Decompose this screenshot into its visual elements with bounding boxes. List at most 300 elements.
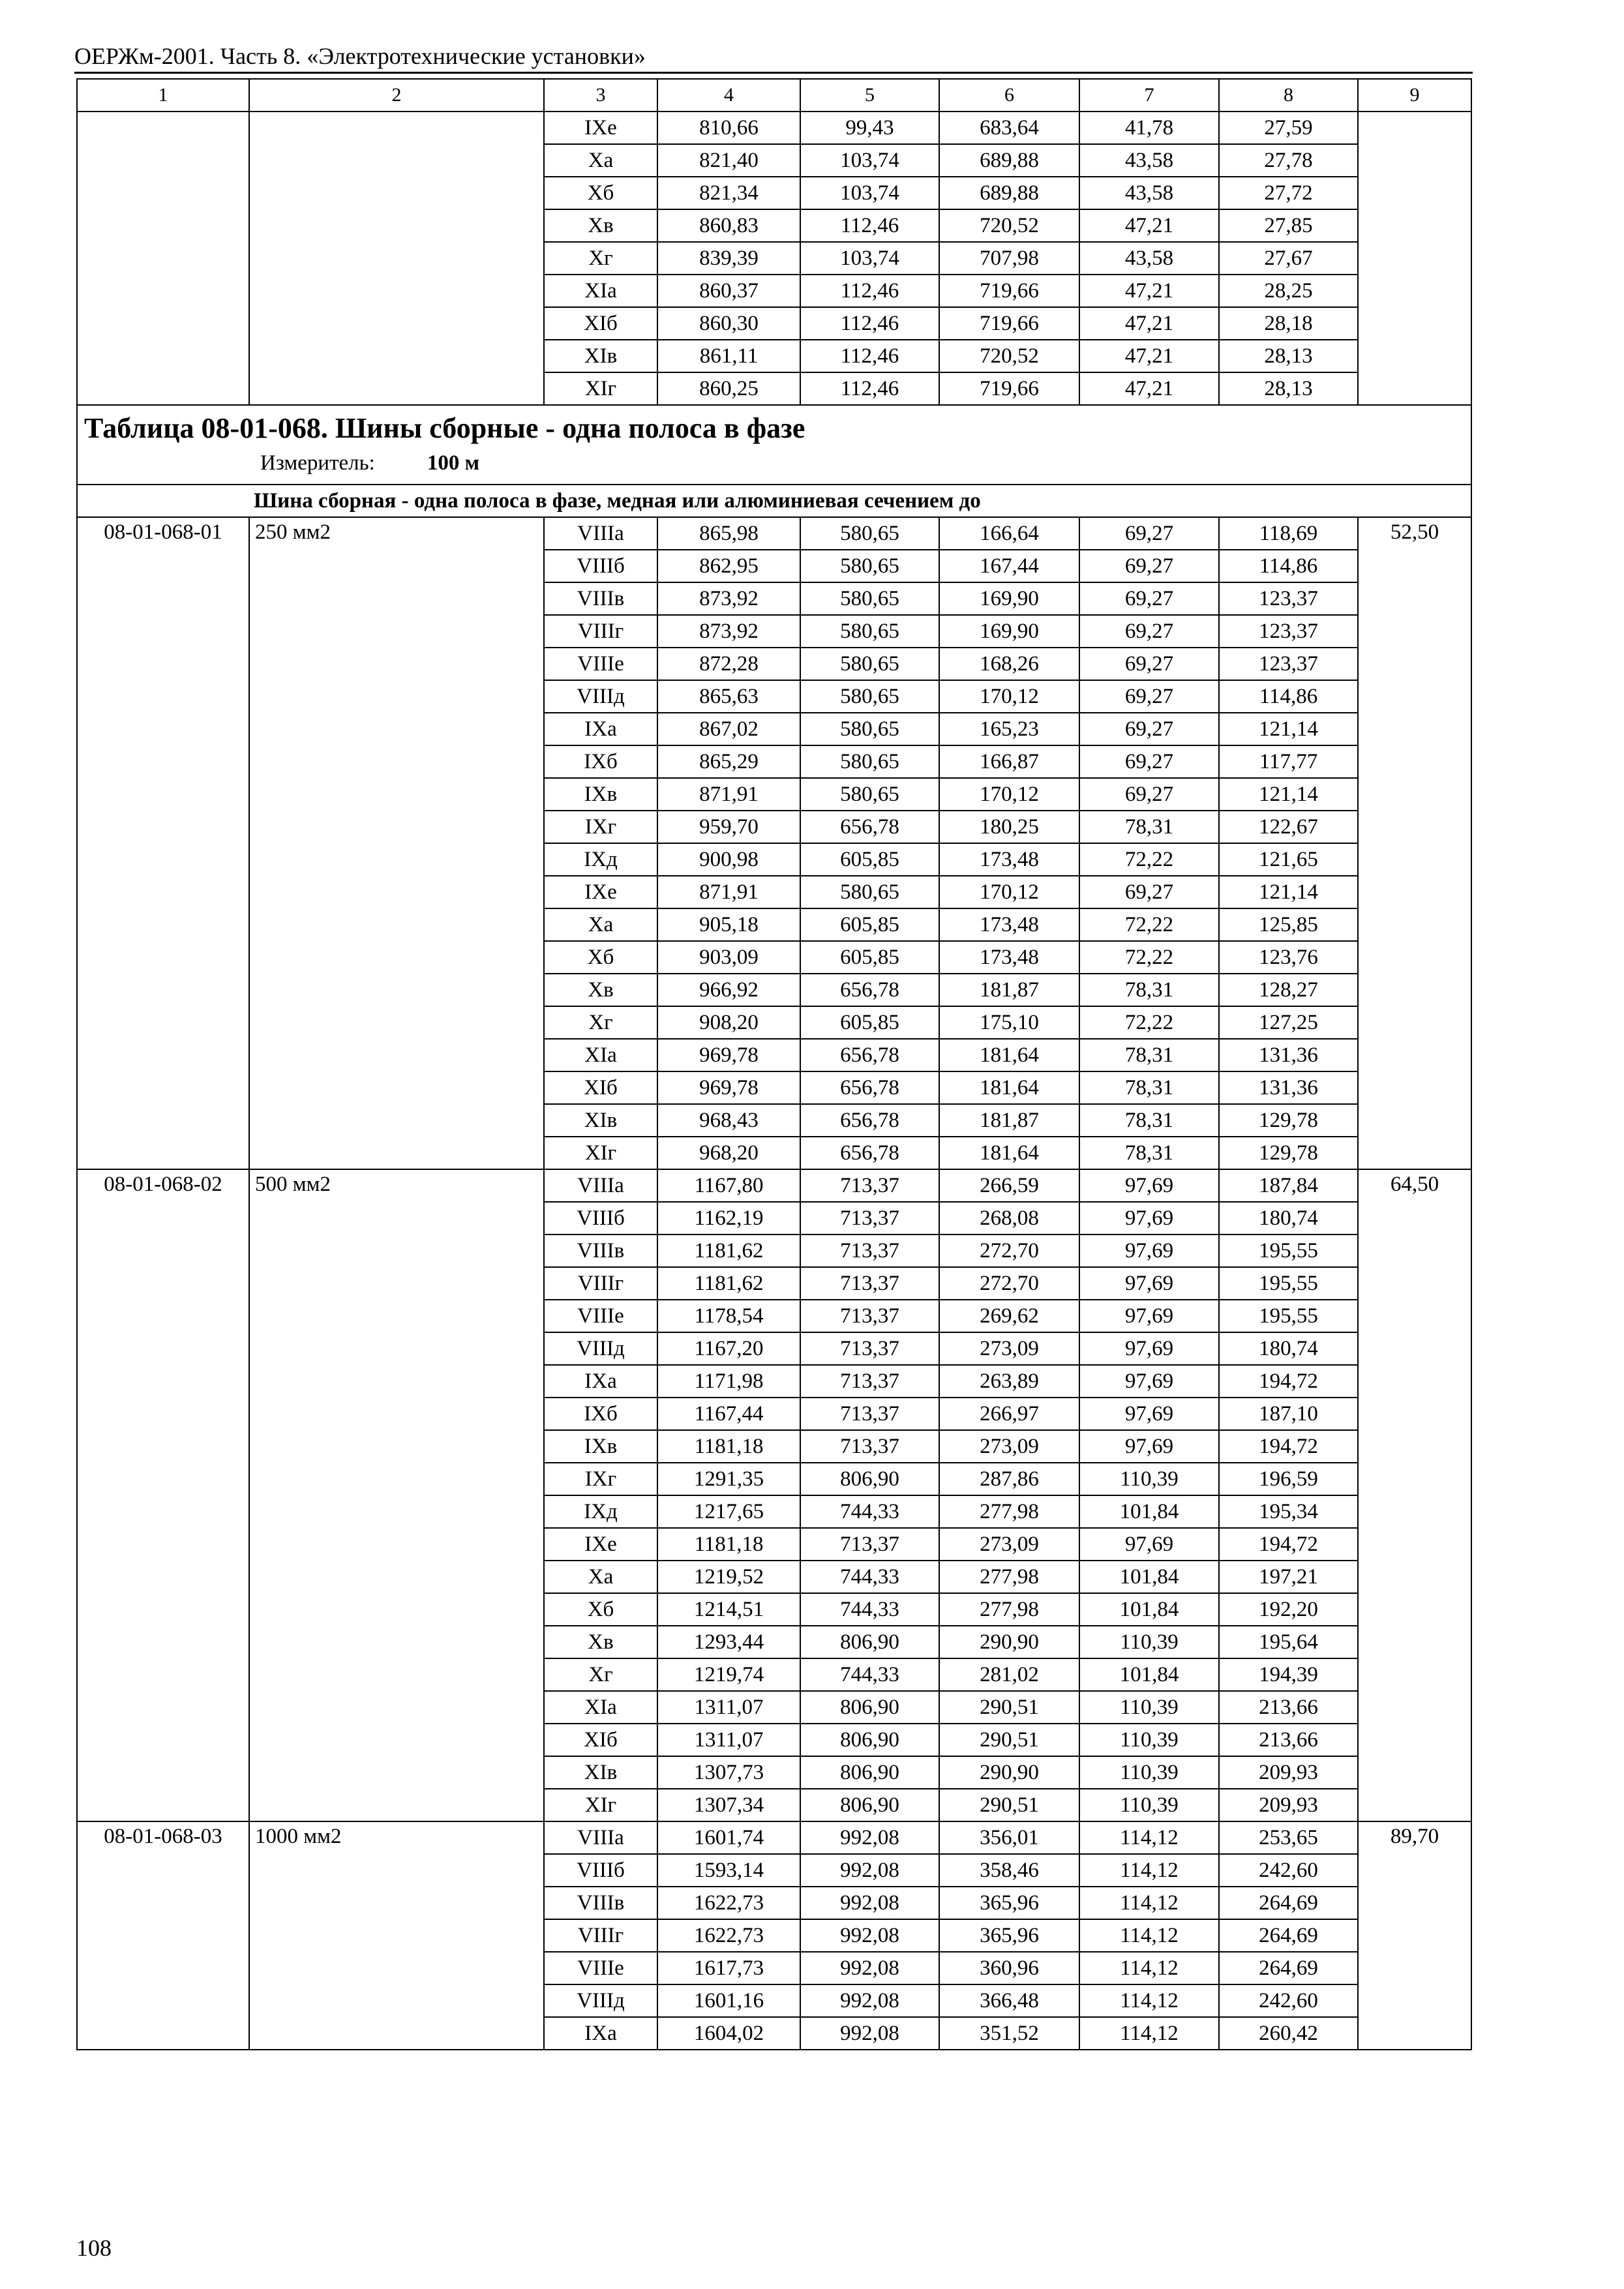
table-cell: 860,30: [657, 307, 800, 340]
table-cell: 266,59: [939, 1169, 1079, 1202]
table-cell: 114,12: [1079, 2017, 1219, 2050]
table-cell: IXа: [544, 713, 657, 745]
table-cell: 97,69: [1079, 1202, 1219, 1234]
table-cell: IXв: [544, 778, 657, 811]
table-cell: 180,74: [1219, 1332, 1358, 1365]
table-cell: 719,66: [939, 275, 1079, 307]
table-cell: 358,46: [939, 1854, 1079, 1887]
table-cell: 180,74: [1219, 1202, 1358, 1234]
document-header: [74, 40, 1473, 74]
table-cell: 1219,52: [657, 1561, 800, 1593]
table-cell: 72,22: [1079, 1006, 1219, 1039]
table-cell: VIIIв: [544, 582, 657, 615]
table-cell: 195,55: [1219, 1300, 1358, 1332]
table-cell: 194,72: [1219, 1528, 1358, 1561]
table-cell: 97,69: [1079, 1300, 1219, 1332]
table-cell: IXв: [544, 1430, 657, 1463]
table-cell: 806,90: [800, 1756, 939, 1789]
table-cell: 28,13: [1219, 340, 1358, 372]
table-cell: 114,12: [1079, 1952, 1219, 1984]
table-cell: 966,92: [657, 974, 800, 1006]
table-cell: 867,02: [657, 713, 800, 745]
table-cell: 900,98: [657, 843, 800, 876]
table-cell: 269,62: [939, 1300, 1079, 1332]
table-cell: VIIIа: [544, 1821, 657, 1854]
table-cell: 97,69: [1079, 1528, 1219, 1561]
table-cell: 580,65: [800, 517, 939, 550]
table-cell: 69,27: [1079, 550, 1219, 582]
table-cell: 181,64: [939, 1039, 1079, 1071]
table-cell: XIг: [544, 1137, 657, 1169]
table-cell: 744,33: [800, 1561, 939, 1593]
table-subtitle: Шина сборная - одна полоса в фазе, медная или алюминиевая сечением до: [77, 485, 1471, 517]
table-cell: 1291,35: [657, 1463, 800, 1495]
table-cell: 873,92: [657, 582, 800, 615]
table-cell: 656,78: [800, 1039, 939, 1071]
table-cell: 266,97: [939, 1398, 1079, 1430]
table-cell: 865,63: [657, 680, 800, 713]
table-cell: 69,27: [1079, 648, 1219, 680]
table-cell: 605,85: [800, 941, 939, 974]
table-cell: 103,74: [800, 177, 939, 209]
table-cell: 713,37: [800, 1332, 939, 1365]
table-cell: XIв: [544, 1756, 657, 1789]
table-cell: XIб: [544, 1071, 657, 1104]
table-cell: 580,65: [800, 713, 939, 745]
table-cell: 101,84: [1079, 1495, 1219, 1528]
table-cell: 1167,44: [657, 1398, 800, 1430]
table-cell: 195,64: [1219, 1626, 1358, 1658]
page-number: 108: [76, 2235, 112, 2261]
column-number: 7: [1079, 79, 1219, 112]
table-cell: 580,65: [800, 876, 939, 908]
table-cell: 273,09: [939, 1430, 1079, 1463]
table-cell: 112,46: [800, 340, 939, 372]
table-cell: 806,90: [800, 1463, 939, 1495]
table-cell: 175,10: [939, 1006, 1079, 1039]
table-cell: 290,51: [939, 1691, 1079, 1724]
table-cell: 821,34: [657, 177, 800, 209]
table-cell: 1311,07: [657, 1691, 800, 1724]
table-cell: 719,66: [939, 372, 1079, 405]
table-cell: 806,90: [800, 1724, 939, 1756]
table-cell: VIIIв: [544, 1234, 657, 1267]
table-cell: 873,92: [657, 615, 800, 648]
table-title-row: [77, 405, 1471, 485]
table-cell: 181,64: [939, 1137, 1079, 1169]
table-cell: 28,13: [1219, 372, 1358, 405]
table-cell: Xг: [544, 242, 657, 275]
table-cell: 272,70: [939, 1267, 1079, 1300]
table-cell: 78,31: [1079, 974, 1219, 1006]
table-cell: 865,98: [657, 517, 800, 550]
table-cell: 908,20: [657, 1006, 800, 1039]
table-cell: 117,77: [1219, 745, 1358, 778]
table-cell: 209,93: [1219, 1789, 1358, 1821]
table-cell: VIIIд: [544, 1332, 657, 1365]
table-cell: 719,66: [939, 307, 1079, 340]
table-cell: IXб: [544, 745, 657, 778]
table-cell: 41,78: [1079, 112, 1219, 144]
table-cell: XIв: [544, 1104, 657, 1137]
column-number: 1: [77, 79, 249, 112]
table-cell: 27,85: [1219, 209, 1358, 242]
table-row: [77, 517, 1471, 550]
table-cell: 72,22: [1079, 843, 1219, 876]
table-cell: 720,52: [939, 340, 1079, 372]
table-cell: 169,90: [939, 582, 1079, 615]
table-cell: 253,65: [1219, 1821, 1358, 1854]
table-cell: 580,65: [800, 648, 939, 680]
table-cell: VIIIа: [544, 1169, 657, 1202]
table-cell: 121,14: [1219, 713, 1358, 745]
table-cell: 213,66: [1219, 1724, 1358, 1756]
table-cell: 195,34: [1219, 1495, 1358, 1528]
table-cell: 806,90: [800, 1626, 939, 1658]
table-cell: 862,95: [657, 550, 800, 582]
table-cell: 181,87: [939, 974, 1079, 1006]
table-cell: 27,59: [1219, 112, 1358, 144]
table-cell: 713,37: [800, 1267, 939, 1300]
table-cell: 69,27: [1079, 713, 1219, 745]
table-cell: 1171,98: [657, 1365, 800, 1398]
table-cell: 170,12: [939, 778, 1079, 811]
table-row: [77, 112, 1471, 144]
table-cell: 123,76: [1219, 941, 1358, 974]
table-cell: Xа: [544, 908, 657, 941]
table-cell: 110,39: [1079, 1756, 1219, 1789]
table-cell: XIв: [544, 340, 657, 372]
table-cell: 166,64: [939, 517, 1079, 550]
table-cell: VIIIе: [544, 1952, 657, 1984]
table-cell: 47,21: [1079, 307, 1219, 340]
table-cell: 1219,74: [657, 1658, 800, 1691]
table-cell: XIа: [544, 1691, 657, 1724]
table-cell: 69,27: [1079, 680, 1219, 713]
table-cell: VIIIб: [544, 1854, 657, 1887]
table-cell: 656,78: [800, 811, 939, 843]
table-cell: 194,39: [1219, 1658, 1358, 1691]
table-cell: IXе: [544, 112, 657, 144]
rate-code: 08-01-068-03: [77, 1821, 249, 2050]
table-cell: 103,74: [800, 144, 939, 177]
table-cell: Xг: [544, 1658, 657, 1691]
table-cell: 360,96: [939, 1952, 1079, 1984]
table-cell: 656,78: [800, 1104, 939, 1137]
table-cell: 131,36: [1219, 1039, 1358, 1071]
table-cell: 656,78: [800, 974, 939, 1006]
table-cell: 131,36: [1219, 1071, 1358, 1104]
table-cell: 181,64: [939, 1071, 1079, 1104]
table-cell: Xа: [544, 1561, 657, 1593]
column-number: 3: [544, 79, 657, 112]
table-cell: 69,27: [1079, 876, 1219, 908]
table-cell: 47,21: [1079, 209, 1219, 242]
table-row: [77, 1821, 1471, 1854]
table-title-cell: [77, 405, 1471, 485]
table-cell: XIб: [544, 307, 657, 340]
table-cell: 187,10: [1219, 1398, 1358, 1430]
table-cell: 821,40: [657, 144, 800, 177]
table-cell: 264,69: [1219, 1887, 1358, 1919]
table-cell: 992,08: [800, 2017, 939, 2050]
table-cell: 860,83: [657, 209, 800, 242]
table-cell: 290,51: [939, 1724, 1079, 1756]
table-cell: 114,12: [1079, 1854, 1219, 1887]
table-cell: 101,84: [1079, 1593, 1219, 1626]
table-cell: 118,69: [1219, 517, 1358, 550]
name-cell-empty: [249, 112, 544, 405]
table-cell: XIг: [544, 372, 657, 405]
table-cell: 242,60: [1219, 1984, 1358, 2017]
table-cell: 103,74: [800, 242, 939, 275]
table-cell: VIIIг: [544, 1919, 657, 1952]
table-cell: 806,90: [800, 1691, 939, 1724]
table-cell: 992,08: [800, 1952, 939, 1984]
table-cell: 187,84: [1219, 1169, 1358, 1202]
table-cell: 713,37: [800, 1202, 939, 1234]
table-cell: 166,87: [939, 745, 1079, 778]
table-cell: 580,65: [800, 582, 939, 615]
table-cell: 170,12: [939, 876, 1079, 908]
table-cell: Xа: [544, 144, 657, 177]
code-cell-empty: [77, 112, 249, 405]
table-cell: 1622,73: [657, 1919, 800, 1952]
table-cell: 713,37: [800, 1300, 939, 1332]
table-cell: 1593,14: [657, 1854, 800, 1887]
table-cell: 1601,74: [657, 1821, 800, 1854]
table-cell: 744,33: [800, 1658, 939, 1691]
table-cell: 27,67: [1219, 242, 1358, 275]
table-cell: 242,60: [1219, 1854, 1358, 1887]
table-cell: VIIIе: [544, 648, 657, 680]
table-cell: 43,58: [1079, 177, 1219, 209]
table-cell: 871,91: [657, 778, 800, 811]
table-cell: 167,44: [939, 550, 1079, 582]
table-title: Таблица 08-01-068. Шины сборные - одна полоса в фазе: [84, 412, 805, 444]
table-cell: 112,46: [800, 209, 939, 242]
rate-code: 08-01-068-02: [77, 1169, 249, 1821]
table-cell: 264,69: [1219, 1952, 1358, 1984]
table-cell: 28,25: [1219, 275, 1358, 307]
table-cell: 112,46: [800, 307, 939, 340]
table-cell: 114,12: [1079, 1821, 1219, 1854]
table-cell: 110,39: [1079, 1463, 1219, 1495]
table-cell: 290,90: [939, 1626, 1079, 1658]
table-cell: 992,08: [800, 1887, 939, 1919]
table-cell: VIIIг: [544, 615, 657, 648]
table-cell: 713,37: [800, 1398, 939, 1430]
rate-name: 1000 мм2: [249, 1821, 544, 2050]
column-number-row: [77, 79, 1471, 112]
table-cell: 860,37: [657, 275, 800, 307]
table-cell: 173,48: [939, 941, 1079, 974]
unit-value: 100 м: [427, 451, 480, 475]
table-cell: 992,08: [800, 1984, 939, 2017]
table-cell: 968,43: [657, 1104, 800, 1137]
table-cell: 78,31: [1079, 811, 1219, 843]
table-cell: 173,48: [939, 908, 1079, 941]
table-cell: 114,12: [1079, 1919, 1219, 1952]
table-cell: 169,90: [939, 615, 1079, 648]
table-cell: 720,52: [939, 209, 1079, 242]
column-number: 5: [800, 79, 939, 112]
table-cell: VIIIв: [544, 1887, 657, 1919]
table-cell: 99,43: [800, 112, 939, 144]
table-cell: 865,29: [657, 745, 800, 778]
table-cell: 713,37: [800, 1234, 939, 1267]
rate-name: 250 мм2: [249, 517, 544, 1169]
table-cell: 110,39: [1079, 1724, 1219, 1756]
table-cell: 351,52: [939, 2017, 1079, 2050]
table-cell: 101,84: [1079, 1658, 1219, 1691]
table-cell: VIIIг: [544, 1267, 657, 1300]
table-cell: VIIIе: [544, 1300, 657, 1332]
table-cell: 123,37: [1219, 615, 1358, 648]
table-cell: 213,66: [1219, 1691, 1358, 1724]
table-cell: 839,39: [657, 242, 800, 275]
table-cell: IXа: [544, 1365, 657, 1398]
table-cell: 656,78: [800, 1137, 939, 1169]
table-cell: 905,18: [657, 908, 800, 941]
table-cell: 580,65: [800, 550, 939, 582]
table-cell: 959,70: [657, 811, 800, 843]
document-title: ОЕРЖм-2001. Часть 8. «Электротехнические установки»: [74, 43, 646, 69]
table-cell: Xб: [544, 177, 657, 209]
table-cell: 969,78: [657, 1071, 800, 1104]
table-cell: 97,69: [1079, 1234, 1219, 1267]
table-cell: 1181,18: [657, 1430, 800, 1463]
column-number: 6: [939, 79, 1079, 112]
table-cell: Xб: [544, 1593, 657, 1626]
table-cell: 195,55: [1219, 1267, 1358, 1300]
table-cell: 992,08: [800, 1821, 939, 1854]
table-cell: 605,85: [800, 843, 939, 876]
table-cell: 47,21: [1079, 275, 1219, 307]
table-cell: 47,21: [1079, 372, 1219, 405]
table-cell: 273,09: [939, 1528, 1079, 1561]
table-cell: 272,70: [939, 1234, 1079, 1267]
table-cell: 713,37: [800, 1365, 939, 1398]
unit-line: [84, 447, 1471, 479]
table-cell: 1307,34: [657, 1789, 800, 1821]
table-cell: 744,33: [800, 1593, 939, 1626]
table-cell: 181,87: [939, 1104, 1079, 1137]
table-cell: 123,37: [1219, 582, 1358, 615]
column-number: 8: [1219, 79, 1358, 112]
table-cell: 78,31: [1079, 1137, 1219, 1169]
table-cell: 78,31: [1079, 1071, 1219, 1104]
table-cell: 194,72: [1219, 1365, 1358, 1398]
table-cell: 27,72: [1219, 177, 1358, 209]
table-cell: 97,69: [1079, 1169, 1219, 1202]
table-cell: XIа: [544, 275, 657, 307]
table-cell: 195,55: [1219, 1234, 1358, 1267]
table-cell: XIа: [544, 1039, 657, 1071]
table-cell: 277,98: [939, 1593, 1079, 1626]
rates-table: [76, 78, 1472, 2050]
table-cell: XIг: [544, 1789, 657, 1821]
table-cell: 69,27: [1079, 517, 1219, 550]
table-cell: VIIIд: [544, 680, 657, 713]
table-cell: 1162,19: [657, 1202, 800, 1234]
table-cell: 121,14: [1219, 876, 1358, 908]
table-cell: 28,18: [1219, 307, 1358, 340]
table-cell: 365,96: [939, 1887, 1079, 1919]
table-cell: 806,90: [800, 1789, 939, 1821]
table-cell: 114,86: [1219, 680, 1358, 713]
table-cell: 1167,20: [657, 1332, 800, 1365]
table-cell: IXг: [544, 1463, 657, 1495]
table-cell: 196,59: [1219, 1463, 1358, 1495]
table-cell: 192,20: [1219, 1593, 1358, 1626]
table-cell: IXе: [544, 876, 657, 908]
table-cell: 860,25: [657, 372, 800, 405]
table-cell: 110,39: [1079, 1789, 1219, 1821]
table-cell: 580,65: [800, 745, 939, 778]
table-cell: 1217,65: [657, 1495, 800, 1528]
table-cell: 97,69: [1079, 1430, 1219, 1463]
table-cell: 713,37: [800, 1169, 939, 1202]
table-cell: 69,27: [1079, 745, 1219, 778]
labor-cost: 64,50: [1358, 1169, 1471, 1821]
table-cell: 290,90: [939, 1756, 1079, 1789]
table-cell: 180,25: [939, 811, 1079, 843]
table-cell: 1181,62: [657, 1267, 800, 1300]
table-cell: 580,65: [800, 778, 939, 811]
table-cell: 1167,80: [657, 1169, 800, 1202]
table-row: [77, 1169, 1471, 1202]
table-cell: 114,86: [1219, 550, 1358, 582]
table-cell: VIIIа: [544, 517, 657, 550]
table-cell: IXе: [544, 1528, 657, 1561]
table-cell: 1307,73: [657, 1756, 800, 1789]
table-cell: 992,08: [800, 1919, 939, 1952]
table-cell: 656,78: [800, 1071, 939, 1104]
table-cell: 121,14: [1219, 778, 1358, 811]
table-cell: 861,11: [657, 340, 800, 372]
table-cell: 1178,54: [657, 1300, 800, 1332]
table-cell: 173,48: [939, 843, 1079, 876]
table-cell: 1601,16: [657, 1984, 800, 2017]
table-cell: 197,21: [1219, 1561, 1358, 1593]
table-cell: 168,26: [939, 648, 1079, 680]
table-cell: 97,69: [1079, 1332, 1219, 1365]
table-cell: 968,20: [657, 1137, 800, 1169]
table-cell: 713,37: [800, 1430, 939, 1463]
table-cell: Xб: [544, 941, 657, 974]
table-cell: IXг: [544, 811, 657, 843]
column-number: 9: [1358, 79, 1471, 112]
table-cell: IXб: [544, 1398, 657, 1430]
table-cell: 744,33: [800, 1495, 939, 1528]
table-cell: 365,96: [939, 1919, 1079, 1952]
table-cell: 1181,62: [657, 1234, 800, 1267]
table-cell: 273,09: [939, 1332, 1079, 1365]
table-cell: 1604,02: [657, 2017, 800, 2050]
table-cell: Xв: [544, 1626, 657, 1658]
labor-cost: 52,50: [1358, 517, 1471, 1169]
table-cell: 260,42: [1219, 2017, 1358, 2050]
table-cell: 689,88: [939, 177, 1079, 209]
table-cell: Xг: [544, 1006, 657, 1039]
table-cell: 689,88: [939, 144, 1079, 177]
table-cell: 969,78: [657, 1039, 800, 1071]
rate-code: 08-01-068-01: [77, 517, 249, 1169]
table-cell: 1622,73: [657, 1887, 800, 1919]
table-cell: 1311,07: [657, 1724, 800, 1756]
table-cell: 69,27: [1079, 615, 1219, 648]
